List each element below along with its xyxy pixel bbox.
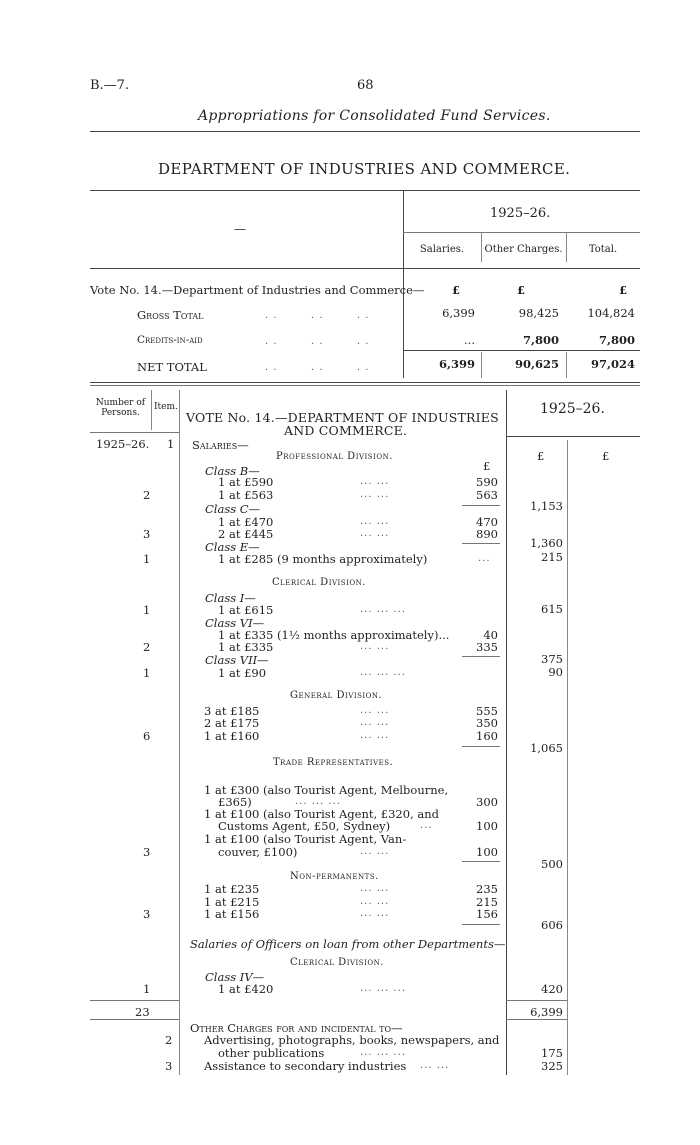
- subtotal-rule: [462, 924, 500, 925]
- e-total: 215: [541, 550, 563, 564]
- n-total: 606: [541, 918, 563, 932]
- leader-dots: ... ...: [360, 528, 390, 539]
- t-row-1b: £365): [218, 795, 252, 809]
- pound-sign: £: [483, 459, 491, 473]
- t-row-2b: Customs Agent, £50, Sydney): [218, 819, 391, 833]
- leader-dots: . . . . . .: [265, 336, 370, 347]
- leader-dots: ... ...: [360, 846, 390, 857]
- class-vii-label: Class VII—: [205, 653, 269, 667]
- total-salaries: 6,399: [530, 1005, 563, 1019]
- leader-dots: ... ...: [360, 489, 390, 500]
- vii-total: 90: [548, 665, 563, 679]
- leader-dots: ... ...: [360, 883, 390, 894]
- g-row-2-value: 350: [476, 716, 498, 730]
- clerical-heading-2: Clerical Division.: [290, 957, 384, 968]
- b-row-1: 1 at £590: [218, 475, 274, 489]
- pound-sign: £: [619, 283, 628, 297]
- leader-dots: ... ... ...: [360, 983, 406, 994]
- t-persons: 3: [143, 845, 151, 859]
- n-row-3-value: 156: [476, 907, 498, 921]
- col-head-rule: [506, 436, 640, 437]
- leader-dots: . . . . . .: [265, 362, 370, 373]
- other-row-2: Assistance to secondary industries: [204, 1059, 407, 1073]
- salaries-heading: Salaries—: [192, 438, 249, 452]
- credits-label: Credits-in-aid: [137, 334, 203, 346]
- total-persons: 23: [135, 1005, 150, 1019]
- subtotal-rule: [462, 505, 500, 506]
- b-row-2: 1 at £563: [218, 488, 274, 502]
- gross-other: 98,425: [518, 306, 559, 320]
- iv-total: 420: [541, 982, 563, 996]
- c-total: 1,360: [530, 536, 563, 550]
- leader-dots: ... ...: [360, 516, 390, 527]
- vi-row-2: 1 at £335: [218, 640, 274, 654]
- summary-dash: —: [234, 222, 246, 236]
- i-persons: 1: [143, 603, 151, 617]
- pound-sign: £: [537, 449, 545, 463]
- g-row-3-value: 160: [476, 729, 498, 743]
- clerical-heading: Clerical Division.: [272, 577, 366, 588]
- subtotal-rule: [462, 746, 500, 747]
- vi-row-2-value: 335: [476, 640, 498, 654]
- leader-dots: ... ...: [360, 896, 390, 907]
- summary-header-rule: [90, 268, 640, 269]
- summary-year-rule: [403, 232, 640, 233]
- g-persons: 6: [143, 729, 151, 743]
- subtotal-rule: [462, 543, 500, 544]
- n-row-2: 1 at £215: [204, 895, 260, 909]
- leader-dots: . . . . . .: [265, 310, 370, 321]
- leader-dots: ... ...: [360, 730, 390, 741]
- vi-total: 375: [541, 652, 563, 666]
- b-persons: 2: [143, 488, 151, 502]
- item-number: 3: [165, 1059, 173, 1073]
- col-other-header: Other Charges.: [484, 244, 563, 255]
- t-row-2-value: 100: [476, 819, 498, 833]
- t-row-3a: 1 at £100 (also Tourist Agent, Van-: [204, 832, 407, 846]
- professional-heading: Professional Division.: [276, 451, 393, 462]
- nonperm-heading: Non-permanents.: [290, 871, 379, 882]
- other-charges-heading: Other Charges for and incidental to—: [190, 1021, 403, 1035]
- g-row-3: 1 at £160: [204, 729, 260, 743]
- leader-dots: ... ...: [360, 908, 390, 919]
- net-col-rule: [566, 352, 567, 378]
- detail-top-rule: [90, 382, 640, 383]
- other-row-2-value: 325: [541, 1059, 563, 1073]
- pound-sign: £: [517, 283, 526, 297]
- class-e-label: Class E—: [205, 540, 260, 554]
- c-persons: 3: [143, 527, 151, 541]
- general-heading: General Division.: [290, 690, 383, 701]
- net-other: 90,625: [514, 357, 559, 371]
- col-total-header: Total.: [588, 244, 618, 255]
- iv-row-1: 1 at £420: [218, 982, 274, 996]
- n-row-1: 1 at £235: [204, 882, 260, 896]
- vi-row-1: 1 at £335 (1½ months approximately)...: [218, 628, 450, 642]
- vi-persons: 2: [143, 640, 151, 654]
- c-row-1-value: 470: [476, 515, 498, 529]
- leader-dots: ... ...: [360, 705, 390, 716]
- gross-salaries: 6,399: [442, 306, 475, 320]
- col-rule: [567, 440, 568, 1075]
- leader-dots: ... ... ...: [360, 604, 406, 615]
- summary-top-rule: [90, 190, 640, 191]
- credits-salaries: ...: [464, 333, 475, 347]
- vii-row-1: 1 at £90: [218, 666, 267, 680]
- leader-dots: ... ...: [420, 1060, 450, 1071]
- total-rule: [90, 1000, 179, 1001]
- t-row-1-value: 300: [476, 795, 498, 809]
- loan-heading: Salaries of Officers on loan from other Departments—: [190, 937, 506, 951]
- class-c-label: Class C—: [205, 502, 261, 516]
- detail-top-rule-2: [90, 385, 640, 386]
- leader-dots: ... ... ...: [295, 796, 341, 807]
- col-rule: [179, 390, 180, 1075]
- b-row-2-value: 563: [476, 488, 498, 502]
- leader-dots: ... ...: [360, 717, 390, 728]
- net-total-label: NET TOTAL: [137, 360, 207, 374]
- detail-year: 1925–26.: [540, 401, 605, 417]
- n-row-1-value: 235: [476, 882, 498, 896]
- n-persons: 3: [143, 907, 151, 921]
- i-row-1: 1 at £615: [218, 603, 274, 617]
- gross-total: 104,824: [587, 306, 635, 320]
- n-row-3: 1 at £156: [204, 907, 260, 921]
- other-row-1-value: 175: [541, 1046, 563, 1060]
- department-title: DEPARTMENT OF INDUSTRIES AND COMMERCE.: [158, 160, 571, 178]
- col-head-rule: [90, 432, 179, 433]
- t-row-1a: 1 at £300 (also Tourist Agent, Melbourne,: [204, 783, 449, 797]
- leader-dots: ... ...: [360, 476, 390, 487]
- item-number: 2: [165, 1033, 173, 1047]
- n-row-2-value: 215: [476, 895, 498, 909]
- net-rule: [403, 350, 640, 351]
- class-b-label: Class B—: [205, 464, 260, 478]
- vi-row-1-value: 40: [483, 628, 498, 642]
- class-i-label: Class I—: [205, 591, 256, 605]
- class-iv-label: Class IV—: [205, 970, 265, 984]
- c-row-2: 2 at £445: [218, 527, 274, 541]
- other-row-1b: other publications: [218, 1046, 325, 1060]
- vote-line: Vote No. 14.—Department of Industries and Commerce—: [90, 283, 425, 297]
- g-row-1: 3 at £185: [204, 704, 260, 718]
- g-row-2: 2 at £175: [204, 716, 260, 730]
- credits-other: 7,800: [522, 333, 559, 347]
- g-total: 1,065: [530, 741, 563, 755]
- c-row-1: 1 at £470: [218, 515, 274, 529]
- i-total: 615: [541, 602, 563, 616]
- net-total: 97,024: [590, 357, 635, 371]
- b-row-1-value: 590: [476, 475, 498, 489]
- document-reference: B.—7.: [90, 78, 130, 93]
- t-total: 500: [541, 857, 563, 871]
- leader-dots: ...: [478, 553, 491, 564]
- t-row-2a: 1 at £100 (also Tourist Agent, £320, and: [204, 807, 440, 821]
- subtotal-rule: [462, 656, 500, 657]
- c-row-2-value: 890: [476, 527, 498, 541]
- credits-total: 7,800: [598, 333, 635, 347]
- leader-dots: ... ... ...: [360, 667, 406, 678]
- total-rule: [90, 1019, 179, 1020]
- t-row-3-value: 100: [476, 845, 498, 859]
- t-row-3b: couver, £100): [218, 845, 298, 859]
- header-rule: [90, 131, 640, 132]
- col-rule: [506, 390, 507, 1075]
- e-row-1: 1 at £285 (9 months approximately): [218, 552, 428, 566]
- page-subtitle: Appropriations for Consolidated Fund Services.: [198, 108, 551, 124]
- pound-sign: £: [452, 283, 461, 297]
- vii-persons: 1: [143, 666, 151, 680]
- leader-dots: ... ... ...: [360, 1047, 406, 1058]
- year-label: 1925–26.: [96, 437, 150, 451]
- trade-heading: Trade Representatives.: [273, 757, 394, 768]
- vote-title-2: AND COMMERCE.: [284, 423, 408, 438]
- pound-sign: £: [602, 449, 610, 463]
- gross-total-label: Gross Total: [137, 308, 204, 322]
- iv-persons: 1: [143, 982, 151, 996]
- total-rule: [506, 1000, 567, 1001]
- col-number-header: Number of Persons.: [95, 398, 146, 418]
- col-item-header: Item.: [154, 402, 178, 412]
- b-total: 1,153: [530, 499, 563, 513]
- net-salaries: 6,399: [438, 357, 475, 371]
- e-persons: 1: [143, 552, 151, 566]
- item-number: 1: [167, 437, 175, 451]
- total-rule: [506, 1019, 567, 1020]
- leader-dots: ...: [420, 820, 433, 831]
- other-row-1a: Advertising, photographs, books, newspapers, and: [204, 1033, 500, 1047]
- vote-title-1: VOTE No. 14.—DEPARTMENT OF INDUSTRIES: [186, 410, 499, 425]
- subtotal-rule: [462, 861, 500, 862]
- summary-year: 1925–26.: [490, 206, 551, 221]
- col-salaries-header: Salaries.: [419, 244, 465, 255]
- net-col-rule: [481, 352, 482, 378]
- page-number: 68: [357, 78, 374, 93]
- col-rule: [151, 390, 152, 430]
- class-vi-label: Class VI—: [205, 616, 265, 630]
- g-row-1-value: 555: [476, 704, 498, 718]
- leader-dots: ... ...: [360, 641, 390, 652]
